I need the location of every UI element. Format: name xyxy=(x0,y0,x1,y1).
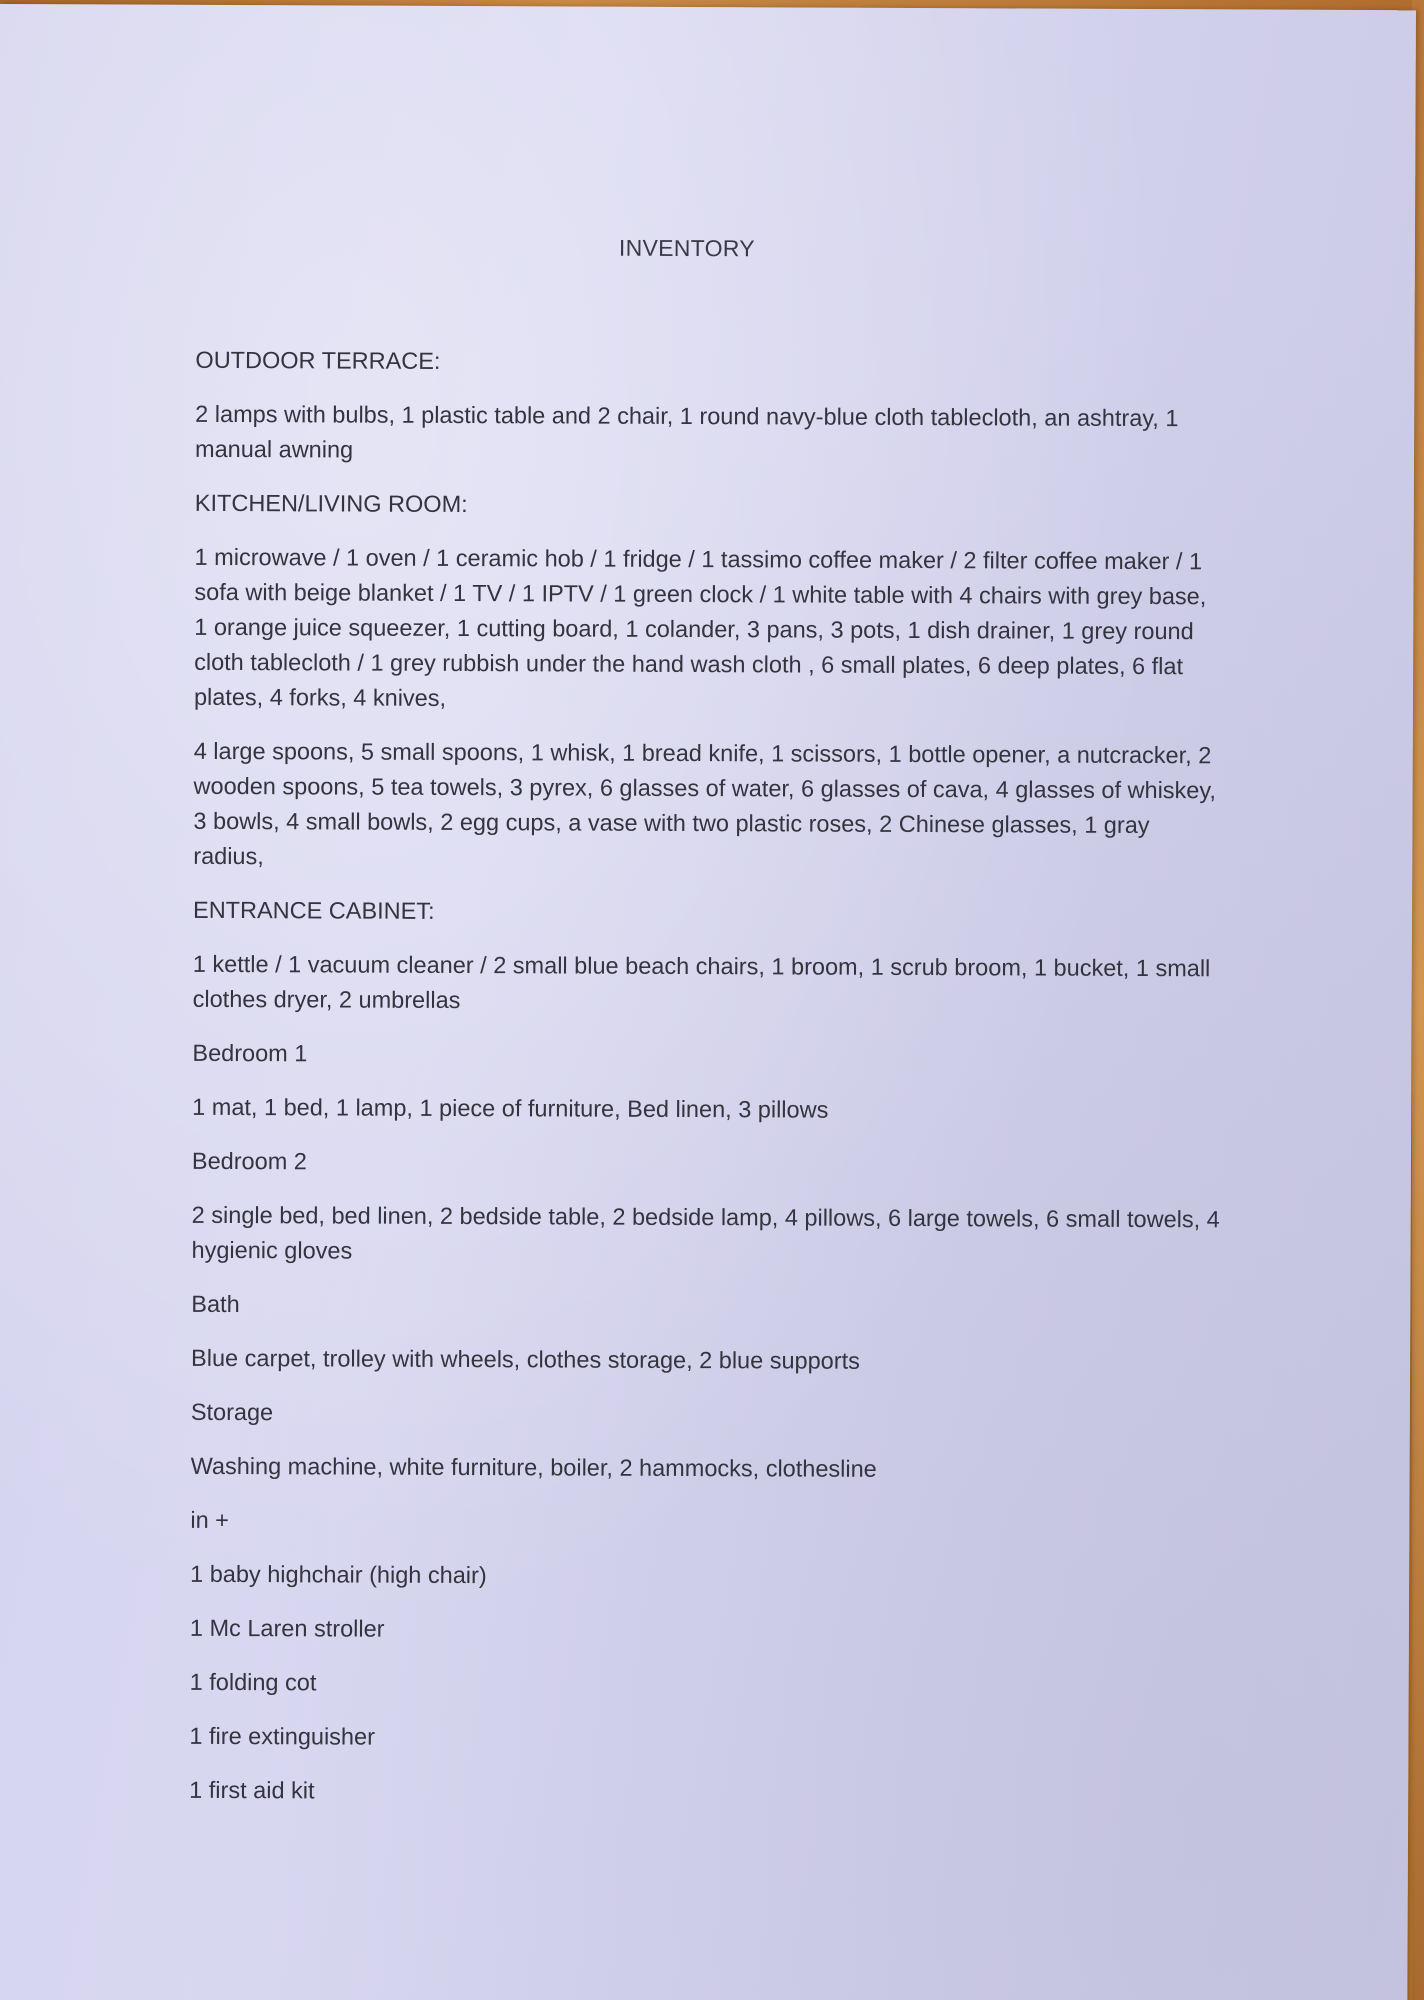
extra-item-folding-cot: 1 folding cot xyxy=(189,1668,317,1696)
section-items-bedroom-1: 1 mat, 1 bed, 1 lamp, 1 piece of furniture, Bed linen, 3 pillows xyxy=(192,1093,829,1123)
extra-item-stroller: 1 Mc Laren stroller xyxy=(189,1614,385,1642)
section-items-outdoor-terrace: 2 lamps with bulbs, 1 plastic table and 2 chair, 1 round navy-blue cloth tablecloth, an ashtray, 1 manual awning xyxy=(195,400,1179,463)
section-items-kitchen-living-room: 1 microwave / 1 oven / 1 ceramic hob / 1 fridge / 1 tassimo coffee maker / 2 filter coffee maker / 1 sofa with beige blanket / 1 TV / 1 IPTV / 1 green clock / 1 white table with 4 chairs with grey base, 1 orange juice squeezer, 1 cutting board, 1 colander, 3 pans, 3 pots, 1 dish drainer, 1 grey round cloth tablecloth / 1 grey rubbish under the hand wash cloth , 6 small plates, 6 deep plates, 6 flat plates, 4 forks, 4 knives, xyxy=(193,543,1207,711)
section-heading-extras: in + xyxy=(190,1506,229,1534)
section-heading-kitchen-living-room: KITCHEN/LIVING ROOM: xyxy=(194,489,468,518)
section-items-bedroom-2: 2 single bed, bed linen, 2 bedside table, 2 bedside lamp, 4 pillows, 6 large towels, 6 small towels, 4 hygienic gloves xyxy=(191,1201,1220,1264)
paper-sheet xyxy=(0,4,1416,2000)
extra-item-fire-extinguisher: 1 fire extinguisher xyxy=(189,1722,376,1750)
inventory-content xyxy=(189,343,1225,1831)
section-items-storage: Washing machine, white furniture, boiler, 2 hammocks, clothesline xyxy=(190,1452,877,1482)
section-heading-bath: Bath xyxy=(191,1290,240,1318)
section-items-bath: Blue carpet, trolley with wheels, clothes storage, 2 blue supports xyxy=(191,1344,860,1374)
section-heading-bedroom-2: Bedroom 2 xyxy=(191,1147,307,1175)
section-items-entrance-cabinet: 1 kettle / 1 vacuum cleaner / 2 small blue beach chairs, 1 broom, 1 scrub broom, 1 bucket, 1 small clothes dryer, 2 umbrellas xyxy=(192,950,1211,1014)
section-heading-outdoor-terrace: OUTDOOR TERRACE: xyxy=(195,346,441,374)
section-items-kitchen-living-room-continued: 4 large spoons, 5 small spoons, 1 whisk, 1 bread knife, 1 scissors, 1 bottle opener, a nutcracker, 2 wooden spoons, 5 tea towels, 3 pyrex, 6 glasses of water, 6 glasses of cava, 4 glasses of whiskey, 3 bowls, 4 small bowls, 2 egg cups, a vase with two plastic roses, 2 Chinese glasses, 1 gray radius, xyxy=(193,737,1217,870)
section-heading-entrance-cabinet: ENTRANCE CABINET: xyxy=(192,896,435,924)
extra-item-first-aid-kit: 1 first aid kit xyxy=(189,1776,315,1804)
document-title: INVENTORY xyxy=(618,234,756,262)
extra-item-highchair: 1 baby highchair (high chair) xyxy=(190,1560,487,1589)
section-heading-storage: Storage xyxy=(190,1398,274,1426)
section-heading-bedroom-1: Bedroom 1 xyxy=(192,1039,308,1067)
